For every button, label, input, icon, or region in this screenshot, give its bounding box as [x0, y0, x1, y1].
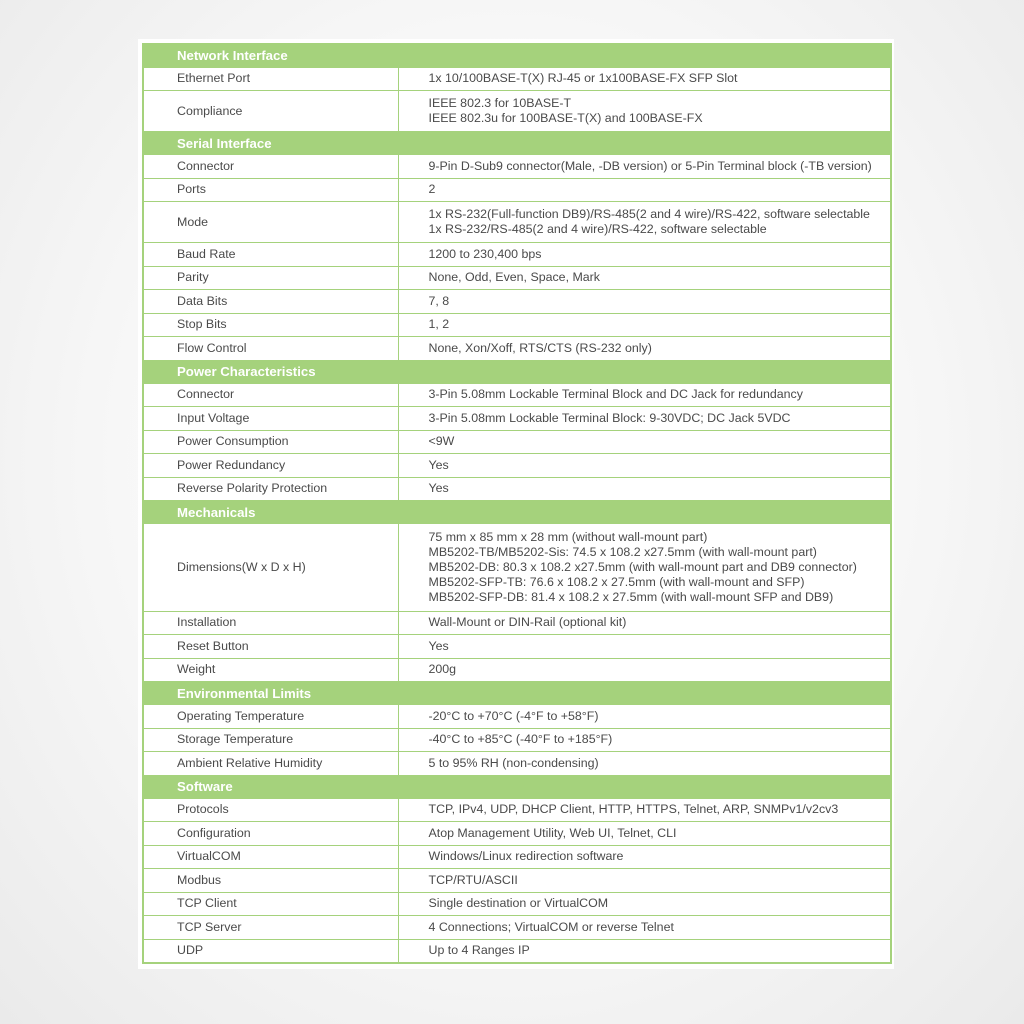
spec-value: [398, 892, 891, 916]
spec-label: Flow Control: [143, 337, 398, 361]
spec-label: Protocols: [143, 798, 398, 822]
section-header: [143, 44, 891, 67]
spec-value-line: IEEE 802.3u for 100BASE-T(X) and 100BASE-FX: [428, 111, 703, 125]
spec-value-line: MB5202-SFP-TB: 76.6 x 108.2 x 27.5mm (with wall-mount and SFP): [428, 574, 805, 589]
spec-value: [398, 407, 891, 431]
spec-value-line: 9-Pin D-Sub9 connector(Male, -DB version) or 5-Pin Terminal block (-TB version): [428, 158, 872, 173]
spec-row: [143, 728, 891, 752]
spec-row: [143, 869, 891, 893]
spec-value: [398, 313, 891, 337]
spec-value: [398, 822, 891, 846]
spec-row: [143, 178, 891, 202]
section-title: Software: [143, 775, 891, 798]
spec-label: Weight: [143, 658, 398, 682]
spec-row: [143, 798, 891, 822]
spec-label: Modbus: [143, 869, 398, 893]
section-header: [143, 501, 891, 524]
spec-label: VirtualCOM: [143, 845, 398, 869]
spec-value-line: -40°C to +85°C (-40°F to +185°F): [428, 732, 613, 747]
spec-value: [398, 454, 891, 478]
spec-label: Baud Rate: [143, 243, 398, 267]
spec-value: [398, 290, 891, 314]
spec-row: [143, 658, 891, 682]
spec-row: [143, 430, 891, 454]
spec-value: [398, 752, 891, 776]
section-title: Power Characteristics: [143, 360, 891, 383]
spec-value: [398, 178, 891, 202]
spec-label: Connector: [143, 383, 398, 407]
spec-row: [143, 916, 891, 940]
spec-row: [143, 91, 891, 132]
spec-value-line: Yes: [428, 638, 449, 653]
spec-row: [143, 155, 891, 179]
spec-value: [398, 524, 891, 612]
spec-value-line: Yes: [428, 481, 449, 496]
spec-row: [143, 611, 891, 635]
spec-value: [398, 798, 891, 822]
spec-value-line: None, Odd, Even, Space, Mark: [428, 270, 600, 285]
spec-value-line: IEEE 802.3 for 10BASE-T: [428, 96, 572, 110]
spec-value: [398, 337, 891, 361]
spec-value-line: MB5202-DB: 80.3 x 108.2 x27.5mm (with wall-mount part and DB9 connector): [428, 559, 857, 574]
spec-row: [143, 290, 891, 314]
spec-row: [143, 202, 891, 243]
spec-value-line: Up to 4 Ranges IP: [428, 943, 530, 957]
spec-value: [398, 611, 891, 635]
spec-label: Ambient Relative Humidity: [143, 752, 398, 776]
spec-label: Stop Bits: [143, 313, 398, 337]
spec-row: [143, 67, 891, 91]
spec-value: [398, 658, 891, 682]
spec-sheet: [138, 39, 894, 969]
spec-value-line: Yes: [428, 457, 449, 472]
spec-value-line: TCP, IPv4, UDP, DHCP Client, HTTP, HTTPS, Telnet, ARP, SNMPv1/v2cv3: [428, 802, 839, 817]
spec-value-line: 7, 8: [428, 293, 450, 308]
spec-value-line: 4 Connections; VirtualCOM or reverse Telnet: [428, 919, 674, 934]
spec-table-body: [143, 44, 891, 963]
spec-label: Dimensions(W x D x H): [143, 524, 398, 612]
spec-value: [398, 91, 891, 132]
spec-row: [143, 524, 891, 612]
spec-value-line: 200g: [428, 662, 457, 677]
spec-value: [398, 477, 891, 501]
spec-value: [398, 266, 891, 290]
spec-value: [398, 845, 891, 869]
spec-label: Connector: [143, 155, 398, 179]
spec-value: [398, 728, 891, 752]
spec-value-line: 2: [428, 182, 436, 197]
spec-value-line: Windows/Linux redirection software: [428, 849, 624, 864]
spec-label: Parity: [143, 266, 398, 290]
spec-row: [143, 939, 891, 963]
spec-value: [398, 202, 891, 243]
spec-value-line: MB5202-SFP-DB: 81.4 x 108.2 x 27.5mm (with wall-mount SFP and DB9): [428, 589, 834, 604]
spec-row: [143, 337, 891, 361]
spec-value-line: 1x RS-232/RS-485(2 and 4 wire)/RS-422, software selectable: [428, 222, 767, 236]
spec-value: [398, 705, 891, 729]
spec-value-line: Wall-Mount or DIN-Rail (optional kit): [428, 615, 627, 630]
spec-value-line: 1x 10/100BASE-T(X) RJ-45 or 1x100BASE-FX SFP Slot: [428, 71, 738, 86]
spec-value-line: 3-Pin 5.08mm Lockable Terminal Block: 9-30VDC; DC Jack 5VDC: [428, 410, 791, 425]
spec-label: TCP Client: [143, 892, 398, 916]
spec-value-line: <9W: [428, 434, 455, 449]
spec-row: [143, 383, 891, 407]
spec-row: [143, 845, 891, 869]
spec-value: [398, 916, 891, 940]
spec-value-line: 1200 to 230,400 bps: [428, 246, 542, 261]
spec-row: [143, 477, 891, 501]
spec-label: UDP: [143, 939, 398, 963]
spec-value-line: None, Xon/Xoff, RTS/CTS (RS-232 only): [428, 340, 652, 355]
spec-table: [142, 43, 892, 964]
spec-value: [398, 939, 891, 963]
section-header: [143, 775, 891, 798]
spec-value: [398, 869, 891, 893]
spec-row: [143, 752, 891, 776]
spec-value-line: 1x RS-232(Full-function DB9)/RS-485(2 and 4 wire)/RS-422, software selectable: [428, 207, 870, 221]
spec-value: [398, 67, 891, 91]
spec-label: Storage Temperature: [143, 728, 398, 752]
spec-label: Configuration: [143, 822, 398, 846]
section-header: [143, 682, 891, 705]
spec-value: [398, 243, 891, 267]
spec-row: [143, 266, 891, 290]
spec-row: [143, 407, 891, 431]
spec-label: Ethernet Port: [143, 67, 398, 91]
spec-value-line: -20°C to +70°C (-4°F to +58°F): [428, 708, 599, 723]
section-header: [143, 132, 891, 155]
spec-value-line: Atop Management Utility, Web UI, Telnet, CLI: [428, 825, 677, 840]
spec-label: Data Bits: [143, 290, 398, 314]
spec-row: [143, 313, 891, 337]
spec-value-line: 5 to 95% RH (non-condensing): [428, 755, 599, 770]
spec-label: Reset Button: [143, 635, 398, 659]
spec-value-line: 75 mm x 85 mm x 28 mm (without wall-mount part): [428, 529, 708, 544]
spec-label: Mode: [143, 202, 398, 243]
spec-row: [143, 243, 891, 267]
section-title: Network Interface: [143, 44, 891, 67]
section-header: [143, 360, 891, 383]
spec-value: [398, 155, 891, 179]
spec-value-line: Single destination or VirtualCOM: [428, 896, 609, 911]
section-title: Mechanicals: [143, 501, 891, 524]
spec-value-line: 3-Pin 5.08mm Lockable Terminal Block and DC Jack for redundancy: [428, 387, 803, 402]
spec-row: [143, 454, 891, 478]
spec-value-line: MB5202-TB/MB5202-Sis: 74.5 x 108.2 x27.5mm (with wall-mount part): [428, 544, 817, 559]
spec-row: [143, 705, 891, 729]
section-title: Environmental Limits: [143, 682, 891, 705]
spec-value-line: 1, 2: [428, 317, 450, 332]
spec-row: [143, 892, 891, 916]
spec-label: Power Redundancy: [143, 454, 398, 478]
spec-label: Operating Temperature: [143, 705, 398, 729]
section-title: Serial Interface: [143, 132, 891, 155]
spec-label: Compliance: [143, 91, 398, 132]
spec-label: Installation: [143, 611, 398, 635]
spec-label: Power Consumption: [143, 430, 398, 454]
spec-value: [398, 430, 891, 454]
spec-label: Ports: [143, 178, 398, 202]
spec-value-line: TCP/RTU/ASCII: [428, 872, 518, 887]
spec-row: [143, 635, 891, 659]
spec-label: Reverse Polarity Protection: [143, 477, 398, 501]
spec-value: [398, 383, 891, 407]
spec-label: Input Voltage: [143, 407, 398, 431]
spec-value: [398, 635, 891, 659]
spec-row: [143, 822, 891, 846]
spec-label: TCP Server: [143, 916, 398, 940]
